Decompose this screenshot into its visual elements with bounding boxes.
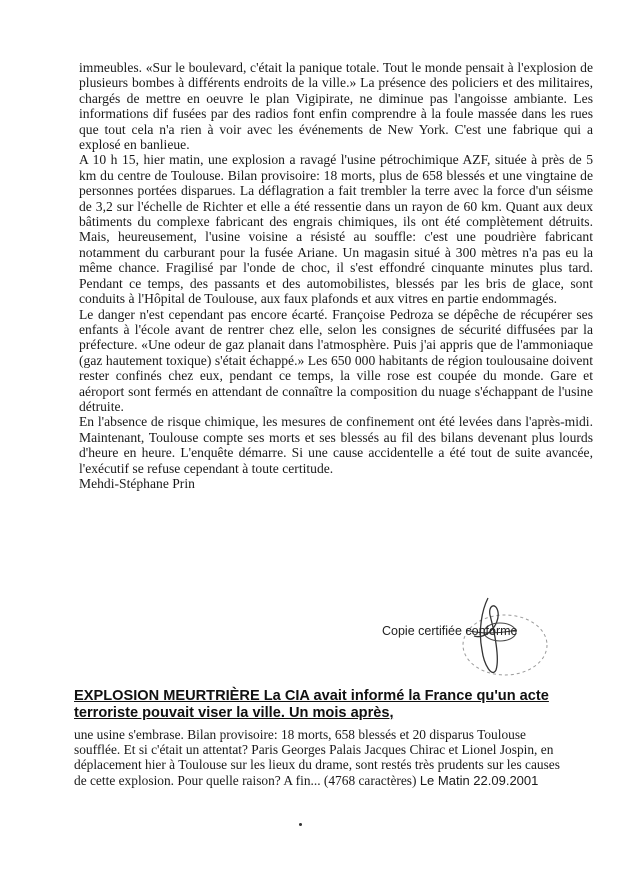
headline: EXPLOSION MEURTRIÈRE La CIA avait informé la France qu'un acte terroriste pouvait viser la ville. Un mois après, [74, 688, 549, 721]
article-body [79, 60, 593, 491]
source-citation: Le Matin 22.09.2001 [419, 772, 539, 788]
certified-copy-stamp-text: Copie certifiée conforme [382, 624, 518, 638]
author-signature: Mehdi-Stéphane Prin [79, 475, 195, 491]
article-paragraph-1: immeubles. «Sur le boulevard, c'était la panique totale. Tout le monde pensait à l'explosion de plusieurs bombes à différents endroits de la ville.» La présence des policiers et des militaires, chargés de mettre en oeuvre le plan Vigipirate, ne diminue pas l'angoisse ambiante. Les informations dif fusées par des radios font enfin comprendre à la foule massée dans les rues que tout cela n'a rien à voir avec les événements de New York. C'est une fabrique qui a explosé en banlieue. [79, 60, 593, 153]
article-paragraph-2: A 10 h 15, hier matin, une explosion a ravagé l'usine pétrochimique AZF, située à près de 5 km du centre de Toulouse. Bilan provisoire: 18 morts, plus de 658 blessés et une vingtaine de personnes portées disparues. La déflagration a fait trembler la terre avec la force d'un séisme de 3,2 sur l'échelle de Richter et elle a été ressentie dans un rayon de 60 km. Quant aux deux bâtiments du complexe fabricant des engrais chimiques, ils ont été complètement détruits. Mais, heureusement, l'usine voisine a résisté au souffle: c'est une poudrière fabricant notamment du carburant pour la fusée Ariane. Un magasin situé à 300 mètres n'a pas eu la même chance. Fragilisé par l'onde de choc, il s'est effondré cinquante minutes plus tard. Pendant ce temps, des passants et des automobilistes, blessés par les bris de glace, sont conduits à l'Hôpital de Toulouse, aux faux plafonds et aux vitres en partie endommagés. [79, 152, 593, 307]
scan-speck [299, 823, 302, 826]
article-paragraph-3: Le danger n'est cependant pas encore écarté. Françoise Pedroza se dépêche de récupérer ses enfants à l'école avant de rentrer chez elle, selon les consignes de sécurité diffusées par la préfecture. «Une odeur de gaz planait dans l'atmosphère. Puis j'ai appris que de l'ammoniaque (gaz hautement toxique) s'était échappé.» Les 650 000 habitants de région toulousaine doivent rester confinés chez eux, pendant ce temps, la ville rose est coupée du monde. Gare et aéroport sont fermés en attendant de connaître la composition du nuage s'échappant de l'usine détruite. [79, 306, 593, 414]
article-paragraph-4: En l'absence de risque chimique, les mesures de confinement ont été levées dans l'après-midi. Maintenant, Toulouse compte ses morts et ses blessés au fil des bilans devenant plus lourds d'heure en heure. L'enquête démarre. Si une cause accidentelle a été tout de suite avancée, l'exécutif se refuse cependant à toute certitude. [79, 414, 593, 476]
article-excerpt [74, 727, 574, 788]
certification-stamp [370, 590, 560, 685]
excerpt-text: une usine s'embrase. Bilan provisoire: 18 morts, 658 blessés et 20 disparus Toulouse soufflée. Et si c'était un attentat? Paris Georges Palais Jacques Chirac et Lionel Jospin, en déplacement hier à Toulouse sur les lieux du drame, sont restés très prudents sur les causes de cette explosion. Pour quelle raison? A fin... (4768 caractères) [74, 727, 560, 788]
